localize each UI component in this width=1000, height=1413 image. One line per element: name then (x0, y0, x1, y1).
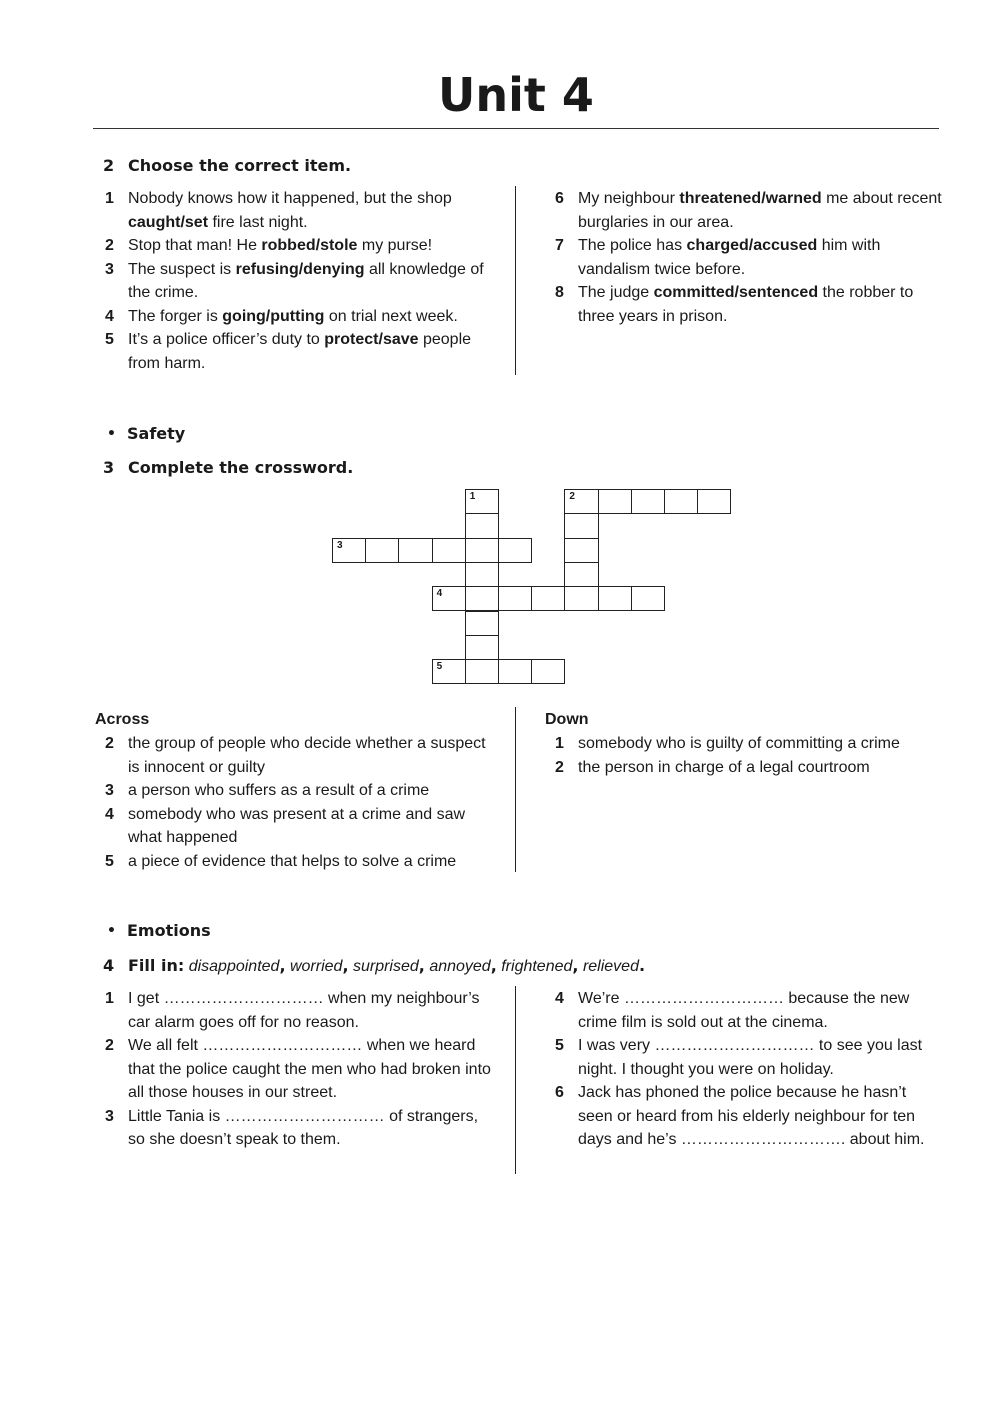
crossword-clue-number: 4 (436, 588, 443, 600)
item-text: the robber to three years in prison. (578, 284, 914, 325)
bullet-icon: • (107, 426, 116, 442)
crossword-cell[interactable] (465, 538, 499, 563)
exercise-4-number: 4 (103, 956, 115, 975)
answer-choice[interactable]: going/putting (222, 307, 325, 325)
exercise-2-left-column (95, 187, 495, 375)
exercise-4-left-column (95, 987, 495, 1152)
across-clues (95, 732, 495, 873)
item-text: I was very ………………………… to see you last night. I thought you were on holiday. (578, 1037, 923, 1078)
crossword-cell[interactable] (598, 586, 632, 611)
item-number: 1 (105, 190, 114, 207)
word-option: disappointed (188, 958, 280, 975)
crossword-cell[interactable] (332, 538, 366, 563)
crossword-cell[interactable] (631, 586, 665, 611)
item-text: It’s a police officer’s duty to (128, 331, 325, 348)
list-item (95, 305, 495, 329)
item-number: 2 (105, 237, 114, 254)
crossword-cell[interactable] (564, 538, 598, 563)
list-item (95, 1105, 495, 1152)
item-text: Jack has phoned the police because he hasn’t seen or heard from his elderly neighbour for ten days and he’s …………………………. about him. (578, 1084, 925, 1148)
crossword-cell[interactable] (564, 586, 598, 611)
item-text: The forger is (128, 307, 223, 325)
list-item (545, 987, 945, 1034)
item-text: Nobody knows how it happened, but the shop (128, 190, 452, 207)
crossword-clue-number: 1 (469, 491, 476, 502)
answer-choice[interactable]: charged/accused (686, 237, 818, 254)
item-text: on trial next week. (324, 307, 458, 325)
crossword-cell[interactable] (465, 586, 499, 611)
exercise-2-instruction: Choose the correct item. (128, 156, 352, 175)
exercise-2-heading (103, 154, 503, 178)
item-text: I get ………………………… when my neighbour’s car alarm goes off for no reason. (128, 990, 480, 1031)
crossword-cell[interactable] (697, 489, 731, 514)
item-number: 4 (555, 990, 564, 1007)
crossword-cell[interactable] (465, 513, 499, 538)
crossword-clue-number: 3 (337, 539, 343, 551)
item-text: people from harm. (128, 331, 472, 372)
item-text: the group of people who decide whether a suspect is innocent or guilty (128, 735, 486, 776)
exercise-4-heading (103, 954, 903, 978)
item-text: Stop that man! He (128, 237, 262, 254)
exercise-3-number: 3 (103, 458, 115, 477)
crossword-cell[interactable] (465, 635, 499, 660)
crossword-cell[interactable] (432, 659, 466, 684)
item-number: 2 (555, 758, 564, 776)
down-heading: Down (545, 711, 589, 728)
crossword-cell[interactable] (564, 513, 598, 538)
section-safety-label: Safety (127, 424, 186, 443)
item-number: 1 (105, 990, 114, 1007)
exercise-4-right-column (545, 987, 945, 1152)
crossword-cell[interactable] (531, 659, 565, 684)
crossword-cell[interactable] (365, 538, 399, 563)
item-number: 3 (105, 782, 114, 799)
list-item (545, 732, 945, 756)
answer-choice[interactable]: refusing/denying (235, 260, 365, 278)
word-separator: , (279, 956, 286, 975)
answer-choice[interactable]: protect/save (324, 331, 419, 348)
crossword-cell[interactable] (432, 586, 466, 611)
crossword-cell[interactable] (465, 659, 499, 684)
list-item (545, 281, 945, 328)
item-number: 3 (105, 1107, 114, 1125)
answer-choice[interactable]: threatened/warned (679, 190, 822, 207)
item-number: 5 (555, 1037, 564, 1054)
list-item (545, 1081, 945, 1152)
list-item (95, 987, 495, 1034)
list-item (95, 1034, 495, 1105)
item-number: 7 (555, 237, 564, 254)
crossword-cell[interactable] (531, 586, 565, 611)
word-option: surprised (352, 958, 419, 975)
item-number: 8 (555, 284, 564, 301)
item-text: My neighbour (578, 190, 680, 207)
crossword-cell[interactable] (564, 489, 598, 514)
item-number: 6 (555, 1084, 564, 1101)
item-text: me about recent burglaries in our area. (578, 190, 942, 231)
answer-choice[interactable]: committed/sentenced (653, 284, 819, 301)
item-text: fire last night. (208, 213, 308, 231)
exercise-3-heading (103, 456, 503, 480)
item-text: a person who suffers as a result of a crime (128, 782, 430, 799)
list-item (95, 258, 495, 305)
answer-choice[interactable]: robbed/stole (261, 237, 358, 254)
list-item (95, 850, 495, 874)
word-separator: , (572, 956, 579, 975)
item-text: Little Tania is ………………………… of strangers, so she doesn’t speak to them. (128, 1107, 479, 1148)
across-heading: Across (95, 711, 150, 728)
list-item (545, 187, 945, 234)
item-number: 4 (105, 307, 114, 325)
crossword-cell[interactable] (398, 538, 432, 563)
word-separator: , (418, 956, 425, 975)
item-number: 2 (105, 735, 114, 752)
item-text: The judge (578, 284, 654, 301)
list-item (545, 756, 945, 780)
list-item (95, 234, 495, 258)
word-separator: , (342, 956, 349, 975)
crossword-cell[interactable] (465, 611, 499, 636)
crossword-clue-number: 5 (436, 661, 443, 673)
item-text: a piece of evidence that helps to solve a crime (128, 852, 457, 870)
item-text: We’re ………………………… because the new crime film is sold out at the cinema. (578, 990, 910, 1031)
column-divider (515, 986, 516, 1174)
item-text: the person in charge of a legal courtroom (578, 758, 870, 776)
item-text: The police has (578, 237, 687, 254)
crossword-cell[interactable] (498, 659, 532, 684)
crossword-cell[interactable] (664, 489, 698, 514)
list-item (545, 234, 945, 281)
item-number: 2 (105, 1037, 114, 1054)
section-emotions (107, 919, 307, 943)
item-number: 5 (105, 852, 114, 870)
item-number: 4 (105, 805, 114, 823)
page-title: Unit 4 (438, 68, 594, 122)
item-text: somebody who is guilty of committing a crime (578, 735, 900, 752)
crossword-cell[interactable] (432, 538, 466, 563)
column-divider (515, 707, 516, 872)
crossword-cell[interactable] (598, 489, 632, 514)
exercise-2-right-column (545, 187, 945, 328)
word-option: frightened (501, 958, 573, 975)
list-item (545, 1034, 945, 1081)
item-number: 6 (555, 190, 564, 207)
list-item (95, 187, 495, 234)
item-text: We all felt ………………………… when we heard that the police caught the men who had broken into all those houses in our street. (128, 1037, 491, 1101)
item-text: somebody who was present at a crime and saw what happened (128, 805, 466, 846)
title-divider (93, 128, 939, 129)
column-divider (515, 186, 516, 375)
crossword-cell[interactable] (465, 562, 499, 587)
crossword-cell[interactable] (631, 489, 665, 514)
word-separator: , (490, 956, 497, 975)
list-item (95, 732, 495, 779)
list-item (95, 328, 495, 375)
item-number: 5 (105, 331, 114, 348)
item-number: 1 (555, 735, 564, 752)
answer-choice[interactable]: caught/set (128, 213, 209, 231)
exercise-4-instruction: Fill in: (128, 956, 185, 975)
word-list-end: . (638, 956, 646, 975)
item-text: all knowledge of the crime. (128, 260, 484, 301)
crossword-cell[interactable] (498, 586, 532, 611)
exercise-3-instruction: Complete the crossword. (128, 458, 354, 477)
exercise-2-number: 2 (103, 156, 115, 175)
item-number: 3 (105, 260, 114, 278)
list-item (95, 803, 495, 850)
crossword-cell[interactable] (564, 562, 598, 587)
crossword-cell[interactable] (465, 489, 499, 514)
section-safety (107, 422, 307, 446)
crossword-cell[interactable] (498, 538, 532, 563)
bullet-icon: • (107, 923, 116, 939)
word-option: annoyed (429, 958, 491, 975)
list-item (95, 779, 495, 803)
item-text: him with vandalism twice before. (578, 237, 881, 278)
word-option: worried (289, 958, 343, 975)
item-text: my purse! (357, 237, 433, 254)
down-clues (545, 732, 945, 779)
item-text: The suspect is (128, 260, 236, 278)
word-option: relieved (582, 958, 639, 975)
section-emotions-label: Emotions (127, 921, 211, 940)
crossword-clue-number: 2 (569, 491, 575, 502)
